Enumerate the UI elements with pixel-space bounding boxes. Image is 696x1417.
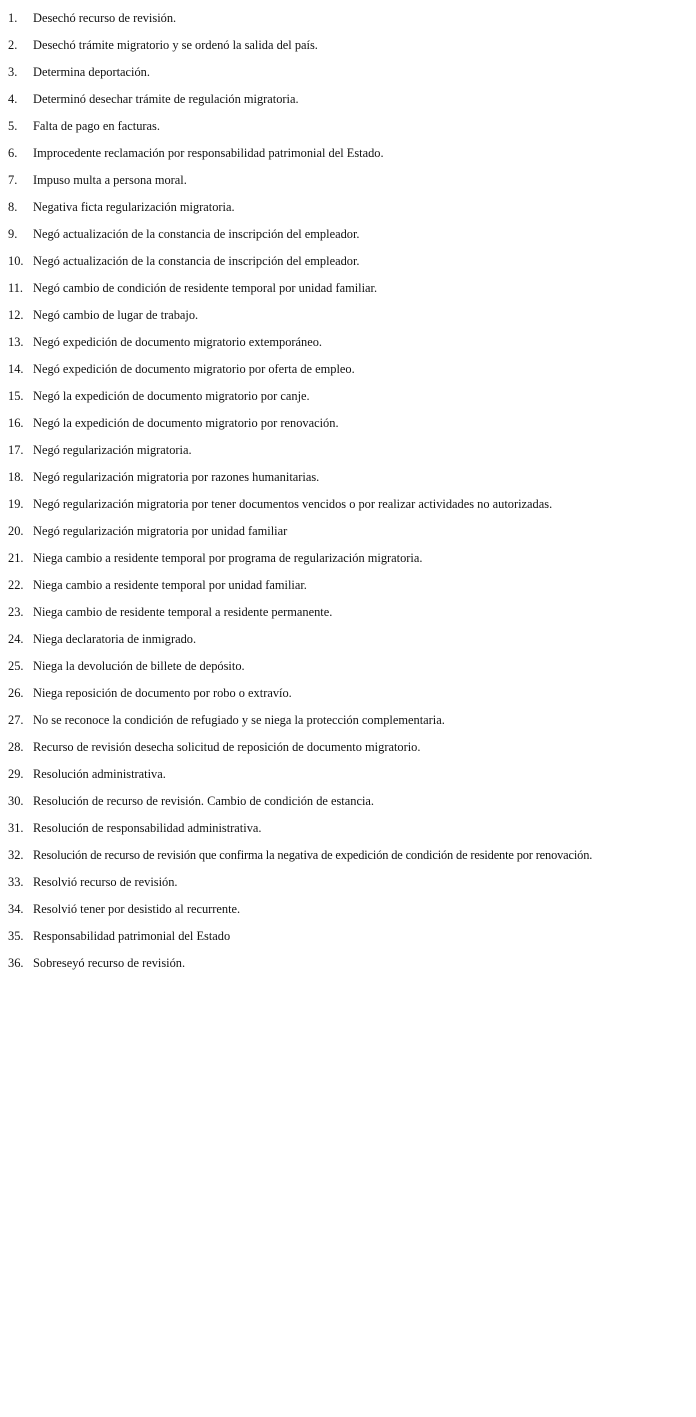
item-text: Negó actualización de la constancia de inscripción del empleador. [33,227,360,241]
item-text: Niega la devolución de billete de depósito. [33,659,245,673]
item-text: Negó la expedición de documento migratorio por canje. [33,389,310,403]
list-item [0,653,696,680]
item-text: Niega cambio de residente temporal a residente permanente. [33,605,333,619]
item-text: Resolvió tener por desistido al recurrente. [33,902,241,916]
list-item [0,464,696,491]
list-item [0,518,696,545]
item-text: Resolución de responsabilidad administrativa. [33,821,262,835]
numbered-list [0,5,696,977]
item-text: Determina deportación. [33,65,150,79]
item-number: 17. [8,443,24,457]
list-item [0,356,696,383]
item-number: 1. [8,11,18,25]
item-number: 32. [8,848,24,862]
item-text: Negó cambio de lugar de trabajo. [33,308,199,322]
item-number: 15. [8,389,24,403]
item-number: 19. [8,497,24,511]
item-number: 22. [8,578,24,592]
item-number: 2. [8,38,18,52]
list-item [0,32,696,59]
list-item [0,329,696,356]
item-number: 8. [8,200,18,214]
item-text: Negó expedición de documento migratorio por oferta de empleo. [33,362,355,376]
item-number: 7. [8,173,18,187]
list-item [0,275,696,302]
item-text: Desechó recurso de revisión. [33,11,177,25]
item-number: 23. [8,605,24,619]
list-item [0,437,696,464]
item-number: 27. [8,713,24,727]
list-item [0,923,696,950]
list-item [0,680,696,707]
item-text: Negó cambio de condición de residente temporal por unidad familiar. [33,281,378,295]
list-item [0,869,696,896]
item-text: Niega cambio a residente temporal por programa de regularización migratoria. [33,551,423,565]
item-text: Falta de pago en facturas. [33,119,160,133]
item-number: 10. [8,254,24,268]
item-number: 24. [8,632,24,646]
item-number: 13. [8,335,24,349]
item-text: Resolución de recurso de revisión. Cambio de condición de estancia. [33,794,374,808]
list-item [0,734,696,761]
list-item [0,572,696,599]
item-text: Improcedente reclamación por responsabilidad patrimonial del Estado. [33,146,384,160]
item-number: 16. [8,416,24,430]
item-number: 26. [8,686,24,700]
item-text: Niega cambio a residente temporal por unidad familiar. [33,578,307,592]
list-item [0,896,696,923]
list-item [0,707,696,734]
item-number: 34. [8,902,24,916]
list-item [0,221,696,248]
item-text: Resolución administrativa. [33,767,166,781]
item-text: Niega declaratoria de inmigrado. [33,632,197,646]
list-item [0,86,696,113]
list-item [0,140,696,167]
list-item [0,761,696,788]
item-text: Recurso de revisión desecha solicitud de reposición de documento migratorio. [33,740,421,754]
list-item [0,491,696,518]
item-number: 6. [8,146,18,160]
item-number: 28. [8,740,24,754]
item-number: 3. [8,65,18,79]
item-number: 18. [8,470,24,484]
list-item [0,248,696,275]
item-text: Negó regularización migratoria por razones humanitarias. [33,470,320,484]
list-item [0,950,696,977]
list-item [0,383,696,410]
list-item [0,545,696,572]
item-number: 20. [8,524,24,538]
item-number: 4. [8,92,18,106]
list-item [0,626,696,653]
item-number: 25. [8,659,24,673]
list-item [0,410,696,437]
list-item [0,5,696,32]
item-text: Determinó desechar trámite de regulación migratoria. [33,92,299,106]
list-item [0,788,696,815]
list-item [0,59,696,86]
item-number: 35. [8,929,24,943]
list-item [0,194,696,221]
list-item [0,842,696,869]
item-text: Negó regularización migratoria por tener documentos vencidos o por realizar actividades no autorizadas. [33,497,553,511]
item-text: Resolvió recurso de revisión. [33,875,178,889]
item-number: 5. [8,119,18,133]
item-text: Negó regularización migratoria por unidad familiar [33,524,288,538]
item-text: Responsabilidad patrimonial del Estado [33,929,231,943]
item-number: 14. [8,362,24,376]
list-item [0,167,696,194]
item-text: Negó expedición de documento migratorio extemporáneo. [33,335,323,349]
list-item [0,113,696,140]
item-text: Desechó trámite migratorio y se ordenó la salida del país. [33,38,318,52]
list-item [0,599,696,626]
list-item [0,815,696,842]
item-text: Negó actualización de la constancia de inscripción del empleador. [33,254,360,268]
item-number: 36. [8,956,24,970]
item-text: Niega reposición de documento por robo o extravío. [33,686,292,700]
item-text: Negativa ficta regularización migratoria. [33,200,235,214]
item-number: 21. [8,551,24,565]
item-text: No se reconoce la condición de refugiado y se niega la protección complementaria. [33,713,445,727]
item-text: Negó regularización migratoria. [33,443,192,457]
list-item [0,302,696,329]
item-text: Impuso multa a persona moral. [33,173,187,187]
item-text: Sobreseyó recurso de revisión. [33,956,186,970]
item-number: 12. [8,308,24,322]
item-number: 31. [8,821,24,835]
item-number: 33. [8,875,24,889]
item-number: 9. [8,227,18,241]
item-text: Negó la expedición de documento migratorio por renovación. [33,416,339,430]
item-number: 29. [8,767,24,781]
item-number: 11. [8,281,24,295]
item-text: Resolución de recurso de revisión que confirma la negativa de expedición de condición de residente por renovación. [33,848,593,862]
item-number: 30. [8,794,24,808]
